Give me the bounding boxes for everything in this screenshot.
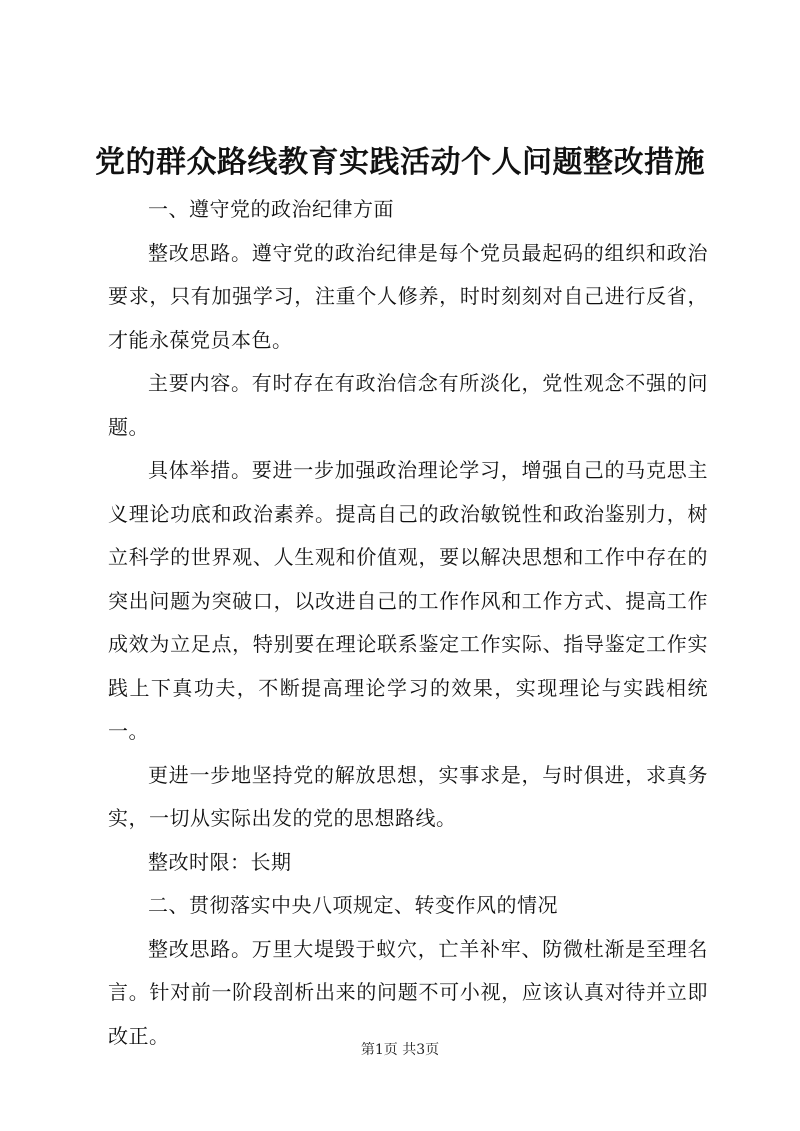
paragraph-rectification-approach-1: 整改思路。遵守党的政治纪律是每个党员最起码的组织和政治要求，只有加强学习，注重个人修养，时时刻刻对自己进行反省，才能永葆党员本色。 <box>108 240 708 352</box>
paragraph-specific-measures: 具体举措。要进一步加强政治理论学习，增强自己的马克思主义理论功底和政治素养。提高自己的政治敏锐性和政治鉴别力，树立科学的世界观、人生观和价值观，要以解决思想和工作中存在的突出问题为突破口，以改进自己的工作作风和工作方式、提高工作成效为立足点，特别要在理论联系鉴定工作实际、指导鉴定工作实践上下真功夫，不断提高理论学习的效果，实现理论与实践相统一。 <box>108 458 708 743</box>
section-heading-1: 一、遵守党的政治纪律方面 <box>148 197 394 221</box>
paragraph-ideological-line: 更进一步地坚持党的解放思想，实事求是，与时俱进，求真务实，一切从实际出发的党的思想路线。 <box>108 762 708 830</box>
document-title: 党的群众路线教育实践活动个人问题整改措施 <box>95 145 705 180</box>
paragraph-time-limit: 整改时限：长期 <box>148 849 292 874</box>
section-heading-2: 二、贯彻落实中央八项规定、转变作风的情况 <box>148 893 558 917</box>
paragraph-main-content: 主要内容。有时存在有政治信念有所淡化，党性观念不强的问题。 <box>108 371 708 439</box>
paragraph-rectification-approach-2: 整改思路。万里大堤毁于蚁穴，亡羊补牢、防微杜渐是至理名言。针对前一阶段剖析出来的问题不可小视，应该认真对待并立即改正。 <box>108 936 708 1048</box>
document-body <box>108 188 708 1058</box>
page-number-footer: 第1页 共3页 <box>360 1042 440 1058</box>
